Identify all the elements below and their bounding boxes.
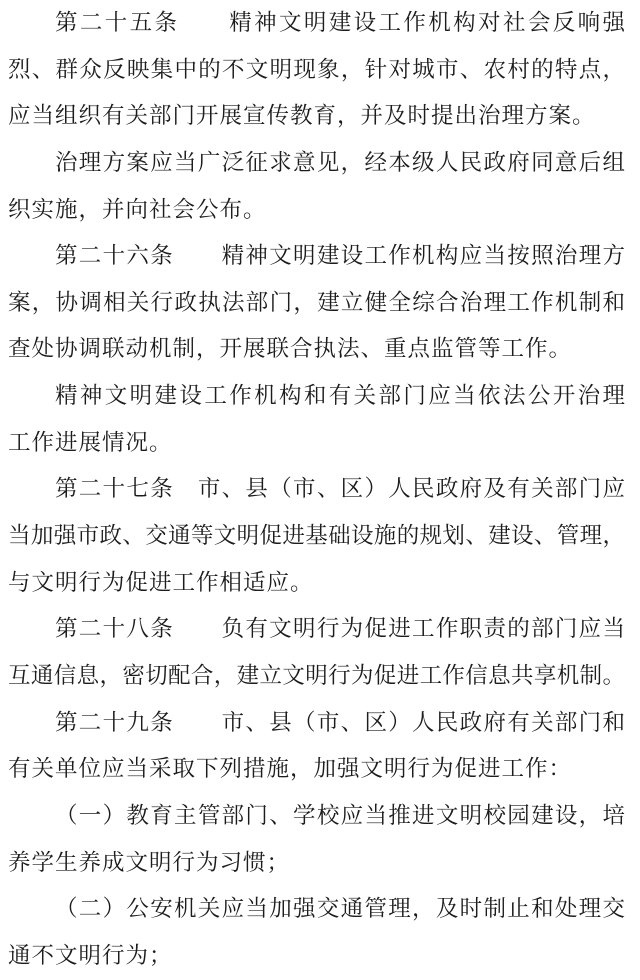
- text-line: 有关单位应当采取下列措施，加强文明行为促进工作：: [8, 756, 573, 783]
- article-26-paragraph: [8, 233, 625, 373]
- text-line: 第二十八条 负有文明行为促进工作职责的部门应当: [55, 616, 625, 643]
- article-28-paragraph: [8, 606, 625, 699]
- article-27-paragraph: [8, 466, 625, 606]
- text-line: 互通信息，密切配合，建立文明行为促进工作信息共享机制。: [8, 662, 625, 689]
- article-25-sub-paragraph: [8, 140, 625, 233]
- text-line: 当加强市政、交通等文明促进基础设施的规划、建设、管理，: [8, 523, 625, 550]
- text-line: 案，协调相关行政执法部门，建立健全综合治理工作机制和: [8, 289, 625, 316]
- text-line: 治理方案应当广泛征求意见，经本级人民政府同意后组: [55, 149, 625, 176]
- text-line: 养学生养成文明行为习惯；: [8, 849, 291, 876]
- text-line: 精神文明建设工作机构和有关部门应当依法公开治理: [55, 383, 625, 410]
- text-line: 与文明行为促进工作相适应。: [8, 569, 314, 596]
- article-29-paragraph: [8, 700, 625, 793]
- clause-1-paragraph: [8, 793, 625, 886]
- text-line: 第二十九条 市、县（市、区）人民政府有关部门和: [55, 709, 625, 736]
- text-line: 应当组织有关部门开展宣传教育，并及时提出治理方案。: [8, 103, 596, 130]
- text-line: 查处协调联动机制，开展联合执法、重点监管等工作。: [8, 336, 573, 363]
- text-line: 工作进展情况。: [8, 429, 173, 456]
- text-line: （一）教育主管部门、学校应当推进文明校园建设，培: [55, 802, 625, 829]
- article-25-paragraph: [8, 0, 625, 140]
- text-line: 第二十七条 市、县（市、区）人民政府及有关部门应: [55, 476, 625, 503]
- text-line: （二）公安机关应当加强交通管理，及时制止和处理交: [55, 896, 625, 923]
- document-page: [8, 0, 625, 979]
- text-line: 第二十五条 精神文明建设工作机构对社会反响强: [55, 10, 625, 36]
- clause-2-paragraph: [8, 886, 625, 979]
- text-line: 烈、群众反映集中的不文明现象，针对城市、农村的特点，: [8, 56, 625, 83]
- article-26-sub-paragraph: [8, 373, 625, 466]
- text-line: 通不文明行为；: [8, 942, 173, 969]
- text-line: 织实施，并向社会公布。: [8, 196, 267, 223]
- text-line: 第二十六条 精神文明建设工作机构应当按照治理方: [55, 243, 625, 270]
